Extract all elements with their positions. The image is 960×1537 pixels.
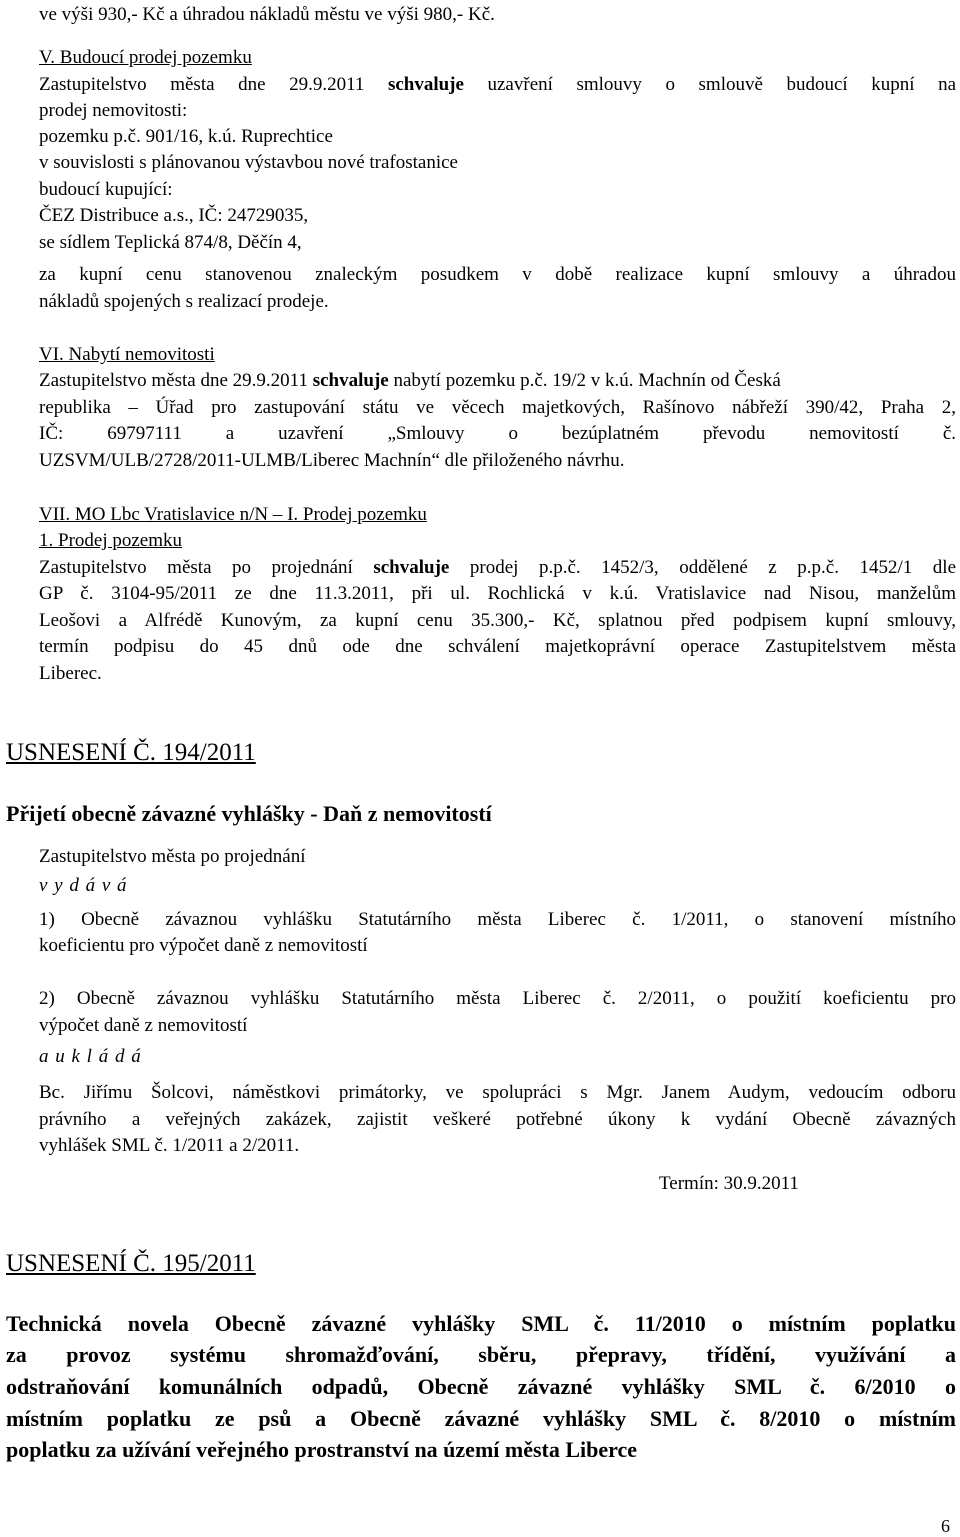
resolution-195-heading: USNESENÍ Č. 195/2011 [6, 1250, 256, 1277]
text-line: GP č. 3104-95/2011 ze dne 11.3.2011, při ul. Rochlická v k.ú. Vratislavice nad Nisou, manželům [39, 583, 956, 604]
text-line: 2) Obecně závaznou vyhlášku Statutárního města Liberec č. 2/2011, o použití koeficientu pro [39, 988, 956, 1009]
text-line: IČ: 69797111 a uzavření „Smlouvy o bezúplatném převodu nemovitostí č. [39, 423, 956, 444]
text-fragment: Zastupitelstvo města dne 29.9.2011 [39, 370, 313, 391]
text-line: koeficientu pro výpočet daně z nemovitostí [39, 935, 368, 956]
subsection-heading: 1. Prodej pozemku [39, 530, 183, 551]
text-line: ČEZ Distribuce a.s., IČ: 24729035, [39, 205, 309, 226]
issues-keyword: v y d á v á [39, 875, 128, 896]
schvaluje-keyword: schvaluje [373, 557, 450, 578]
section-vii-heading: VII. MO Lbc Vratislavice n/N – I. Prodej pozemku [39, 504, 427, 525]
text-line: 1) Obecně závaznou vyhlášku Statutárního města Liberec č. 1/2011, o stanovení místního [39, 909, 956, 930]
text-fragment: Zastupitelstvo města dne 29.9.2011 [39, 74, 388, 95]
text-line: se sídlem Teplická 874/8, Děčín 4, [39, 232, 302, 253]
text-line: Leošovi a Alfrédě Kunovým, za kupní cenu 35.300,- Kč, splatnou před podpisem kupní smlouvy, [39, 610, 956, 631]
section-vi-heading: VI. Nabytí nemovitosti [39, 344, 215, 365]
page-number: 6 [941, 1516, 950, 1536]
text-line: UZSVM/ULB/2728/2011-ULMB/Liberec Machnín“ dle přiloženého návrhu. [39, 450, 625, 471]
text-line: nákladů spojených s realizací prodeje. [39, 291, 329, 312]
text-fragment: prodej p.p.č. 1452/3, oddělené z p.p.č. 1452/1 dle [449, 557, 956, 578]
deadline-text: Termín: 30.9.2011 [659, 1173, 799, 1194]
text-line: Zastupitelstvo města po projednání [39, 846, 306, 867]
text-line: ve výši 930,- Kč a úhradou nákladů městu ve výši 980,- Kč. [39, 4, 495, 25]
schvaluje-keyword: schvaluje [387, 74, 464, 95]
text-line: republika – Úřad pro zastupování státu ve věcech majetkových, Rašínovo nábřeží 390/42, Praha 2, [39, 397, 956, 418]
text-line: právního a veřejných zakázek, zajistit veškeré potřebné úkony k vydání Obecně závazných [39, 1109, 956, 1130]
text-line: Liberec. [39, 663, 102, 684]
text-fragment: nabytí pozemku p.č. 19/2 v k.ú. Machnín od Česká [388, 370, 781, 391]
text-line [39, 555, 956, 581]
resolution-195-title-line: za provoz systému shromažďování, sběru, přepravy, třídění, využívání a [6, 1342, 956, 1367]
resolution-195-title-line: Technická novela Obecně závazné vyhlášky SML č. 11/2010 o místním poplatku [6, 1311, 956, 1336]
section-v-heading: V. Budoucí prodej pozemku [39, 47, 252, 68]
text-line: Bc. Jiřímu Šolcovi, náměstkovi primátorky, ve spolupráci s Mgr. Janem Audym, vedoucím odboru [39, 1082, 956, 1103]
text-line: výpočet daně z nemovitostí [39, 1015, 248, 1036]
resolution-194-heading: USNESENÍ Č. 194/2011 [6, 739, 256, 766]
text-line: pozemku p.č. 901/16, k.ú. Ruprechtice [39, 126, 333, 147]
text-line: za kupní cenu stanovenou znaleckým posudkem v době realizace kupní smlouvy a úhradou [39, 264, 956, 285]
text-line: termín podpisu do 45 dnů ode dne schválení majetkoprávní operace Zastupitelstvem města [39, 636, 956, 657]
text-line [39, 72, 956, 98]
resolution-195-title-line: poplatku za užívání veřejného prostranství na území města Liberce [6, 1437, 638, 1462]
schvaluje-keyword: schvaluje [312, 370, 389, 391]
text-line: v souvislosti s plánovanou výstavbou nové trafostanice [39, 152, 458, 173]
resolution-195-title-line: odstraňování komunálních odpadů, Obecně závazné vyhlášky SML č. 6/2010 o [6, 1374, 956, 1399]
text-line: vyhlášek SML č. 1/2011 a 2/2011. [39, 1135, 300, 1156]
text-line [39, 368, 956, 394]
resolution-195-title-line: místním poplatku ze psů a Obecně závazné vyhlášky SML č. 8/2010 o místním [6, 1406, 956, 1431]
resolution-194-title: Přijetí obecně závazné vyhlášky - Daň z nemovitostí [6, 801, 492, 826]
text-line: budoucí kupující: [39, 179, 173, 200]
text-line: prodej nemovitosti: [39, 100, 188, 121]
text-fragment: uzavření smlouvy o smlouvě budoucí kupní na [463, 74, 957, 95]
text-fragment: Zastupitelstvo města po projednání [39, 557, 374, 578]
orders-keyword: a u k l á d á [39, 1046, 142, 1067]
